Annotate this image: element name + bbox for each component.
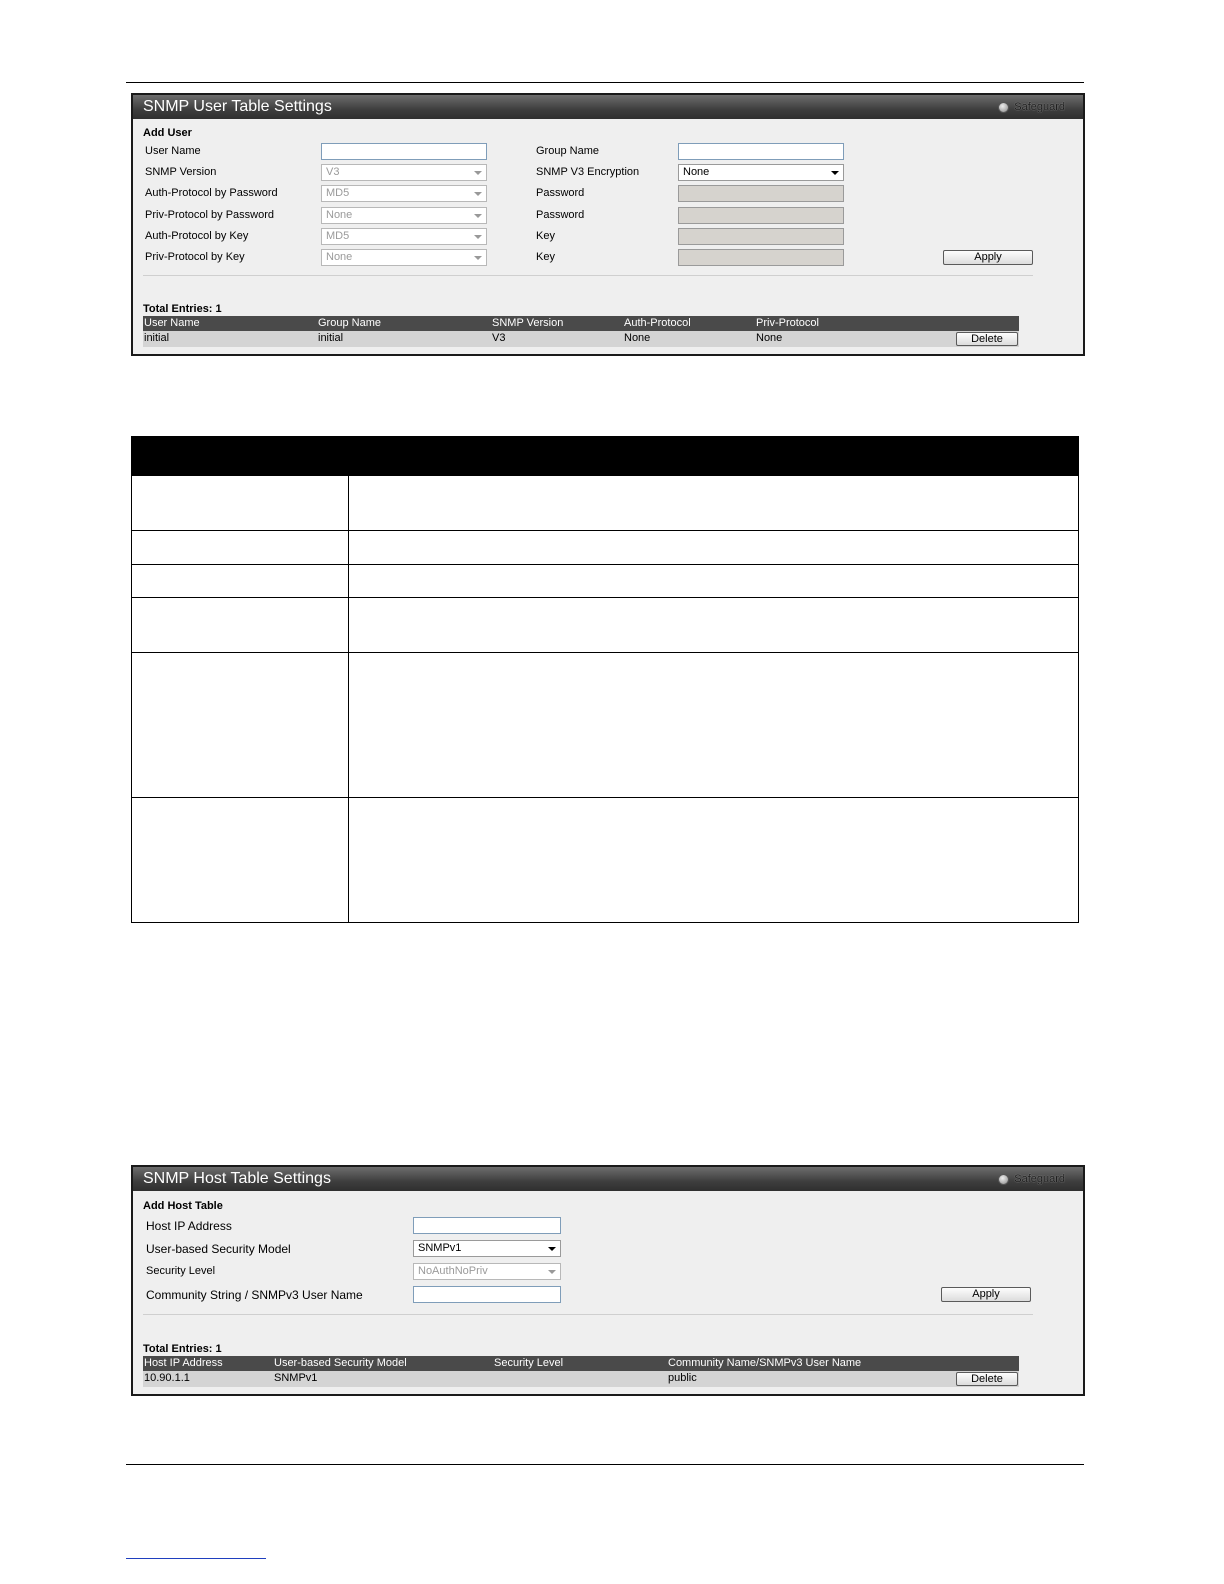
- key-input[interactable]: [678, 228, 844, 245]
- auth-protocol-password-label: Auth-Protocol by Password: [145, 187, 278, 199]
- table-cell: [349, 476, 1079, 531]
- chevron-down-icon: [831, 171, 839, 175]
- table-cell: V3: [492, 332, 506, 344]
- safeguard-indicator[interactable]: [998, 95, 1065, 119]
- safeguard-label: Safeguard: [1014, 101, 1065, 113]
- description-header: [349, 437, 1079, 476]
- table-cell: SNMPv1: [274, 1372, 318, 1384]
- group-name-input[interactable]: [678, 143, 844, 160]
- table-row: [132, 598, 1079, 653]
- table-cell: initial: [144, 332, 170, 344]
- security-level-select[interactable]: [413, 1263, 561, 1280]
- security-level-value: NoAuthNoPriv: [418, 1265, 488, 1277]
- delete-button[interactable]: Delete: [956, 332, 1018, 346]
- priv-protocol-password-value: None: [326, 209, 353, 221]
- divider: [143, 275, 1033, 276]
- key-input[interactable]: [678, 249, 844, 266]
- table-row: [132, 798, 1079, 923]
- panel-title: SNMP Host Table Settings: [143, 1170, 331, 1187]
- password-input[interactable]: [678, 185, 844, 202]
- table-cell: public: [668, 1372, 697, 1384]
- table-row: [132, 565, 1079, 598]
- priv-protocol-key-value: None: [326, 251, 353, 263]
- chevron-down-icon: [474, 256, 482, 260]
- table-cell: [349, 531, 1079, 565]
- table-row: [143, 331, 1019, 347]
- chevron-down-icon: [474, 235, 482, 239]
- apply-button[interactable]: Apply: [943, 250, 1033, 265]
- chevron-down-icon: [474, 171, 482, 175]
- user-name-input[interactable]: [321, 143, 487, 160]
- snmp-version-value: V3: [326, 166, 340, 178]
- section-heading: Add Host Table: [143, 1200, 223, 1212]
- auth-protocol-key-select[interactable]: [321, 228, 487, 245]
- table-cell: initial: [318, 332, 344, 344]
- table-header-row: [132, 437, 1079, 476]
- parameter-description-table: [131, 436, 1079, 923]
- host-ip-address-input[interactable]: [413, 1217, 561, 1234]
- security-model-value: SNMPv1: [418, 1242, 462, 1254]
- header-rule: [126, 82, 1084, 83]
- table-cell: None: [624, 332, 651, 344]
- auth-protocol-key-label: Auth-Protocol by Key: [145, 230, 249, 242]
- table-cell: [349, 565, 1079, 598]
- table-row: [132, 476, 1079, 531]
- table-cell: None: [756, 332, 783, 344]
- snmp-user-table-panel: [131, 93, 1085, 356]
- column-header: SNMP Version: [492, 317, 564, 329]
- delete-button[interactable]: Delete: [956, 1372, 1018, 1386]
- table-cell: 10.90.1.1: [144, 1372, 190, 1384]
- chevron-down-icon: [548, 1270, 556, 1274]
- section-heading: Add User: [143, 127, 192, 139]
- table-cell: [132, 565, 349, 598]
- snmp-version-label: SNMP Version: [145, 166, 217, 178]
- parameter-header: [132, 437, 349, 476]
- password-input[interactable]: [678, 207, 844, 224]
- host-table-header: [143, 1356, 1019, 1371]
- auth-protocol-password-select[interactable]: [321, 185, 487, 202]
- chevron-down-icon: [474, 214, 482, 218]
- footer-link-underline[interactable]: [126, 1558, 266, 1559]
- priv-protocol-key-select[interactable]: [321, 249, 487, 266]
- divider: [143, 1314, 1033, 1315]
- snmp-v3-encryption-label: SNMP V3 Encryption: [536, 166, 640, 178]
- snmp-version-select[interactable]: [321, 164, 487, 181]
- snmp-v3-encryption-value: None: [683, 166, 710, 178]
- security-level-label: Security Level: [146, 1265, 216, 1277]
- footer-rule: [126, 1464, 1084, 1465]
- priv-protocol-password-label: Priv-Protocol by Password: [145, 209, 274, 221]
- auth-protocol-password-value: MD5: [326, 187, 350, 199]
- group-name-label: Group Name: [536, 145, 599, 157]
- safeguard-label: Safeguard: [1014, 1173, 1065, 1185]
- table-cell: [132, 598, 349, 653]
- column-header: Group Name: [318, 317, 381, 329]
- table-cell: [349, 798, 1079, 923]
- column-header: Community Name/SNMPv3 User Name: [668, 1357, 862, 1369]
- key-label: Key: [536, 230, 555, 242]
- panel-title-bar: [133, 95, 1083, 119]
- table-cell: [132, 798, 349, 923]
- snmp-host-table-panel: [131, 1165, 1085, 1396]
- auth-protocol-key-value: MD5: [326, 230, 350, 242]
- column-header: Auth-Protocol: [624, 317, 691, 329]
- security-model-select[interactable]: [413, 1240, 561, 1257]
- table-cell: [349, 653, 1079, 798]
- security-model-label: User-based Security Model: [146, 1242, 291, 1256]
- priv-protocol-key-label: Priv-Protocol by Key: [145, 251, 245, 263]
- panel-title: SNMP User Table Settings: [143, 98, 332, 115]
- table-cell: [349, 598, 1079, 653]
- panel-title-bar: [133, 1167, 1083, 1191]
- table-row: [132, 653, 1079, 798]
- table-row: [143, 1371, 1019, 1387]
- table-cell: [132, 476, 349, 531]
- safeguard-icon: [998, 102, 1009, 113]
- user-name-label: User Name: [145, 145, 201, 157]
- column-header: Host IP Address: [144, 1357, 223, 1369]
- chevron-down-icon: [474, 192, 482, 196]
- table-row: [132, 531, 1079, 565]
- user-table-header: [143, 316, 1019, 331]
- snmp-v3-encryption-select[interactable]: [678, 164, 844, 181]
- key-label: Key: [536, 251, 555, 263]
- column-header: Security Level: [494, 1357, 564, 1369]
- chevron-down-icon: [548, 1247, 556, 1251]
- community-string-input[interactable]: [413, 1286, 561, 1303]
- table-cell: [132, 531, 349, 565]
- safeguard-icon: [998, 1174, 1009, 1185]
- total-entries: Total Entries: 1: [143, 1343, 222, 1355]
- apply-button[interactable]: Apply: [941, 1287, 1031, 1302]
- column-header: Priv-Protocol: [756, 317, 819, 329]
- column-header: User-based Security Model: [274, 1357, 407, 1369]
- table-cell: [132, 653, 349, 798]
- total-entries: Total Entries: 1: [143, 303, 222, 315]
- host-ip-address-label: Host IP Address: [146, 1219, 232, 1233]
- password-label: Password: [536, 209, 585, 221]
- password-label: Password: [536, 187, 585, 199]
- priv-protocol-password-select[interactable]: [321, 207, 487, 224]
- community-string-label: Community String / SNMPv3 User Name: [146, 1288, 363, 1302]
- column-header: User Name: [144, 317, 200, 329]
- safeguard-indicator[interactable]: [998, 1167, 1065, 1191]
